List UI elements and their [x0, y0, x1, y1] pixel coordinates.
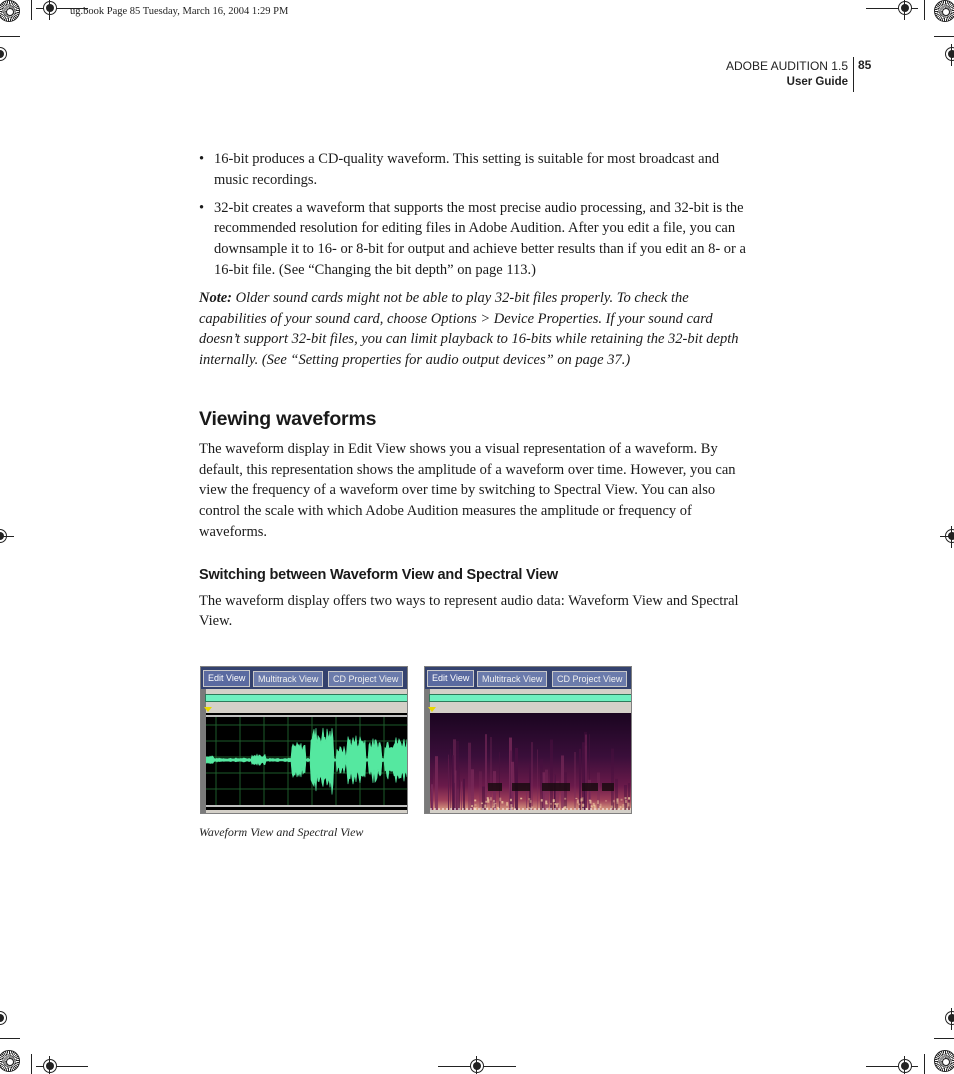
note-paragraph: [199, 288, 755, 371]
crop-mark: [934, 1038, 954, 1039]
waveform-view-screenshot: [200, 666, 408, 814]
tab-multitrack-view[interactable]: Multitrack View: [477, 671, 547, 687]
registration-sunburst-top-right: [934, 0, 954, 22]
registration-target-icon: [898, 1059, 912, 1073]
registration-target-icon: [0, 1011, 7, 1025]
spectral-display[interactable]: [430, 713, 632, 810]
page-number: 85: [858, 58, 872, 72]
header-guide: User Guide: [786, 76, 848, 88]
registration-sunburst-top-left: [0, 0, 20, 22]
subsection-body: The waveform display offers two ways to represent audio data: Waveform View and Spectral View.: [199, 592, 739, 630]
registration-target-icon: [898, 1, 912, 15]
section-heading: Viewing waveforms: [199, 407, 377, 430]
list-item: [199, 149, 755, 191]
bullet-glyph: •: [199, 151, 205, 167]
header-divider: [853, 57, 854, 92]
registration-sunburst-bottom-right: [934, 1050, 954, 1072]
spectral-view-screenshot: [424, 666, 632, 814]
waveform-svg: [206, 713, 408, 810]
view-tab-bar: [425, 667, 631, 689]
running-header: [726, 58, 848, 90]
registration-target-icon: [43, 1059, 57, 1073]
crop-mark: [934, 36, 954, 37]
registration-sunburst-bottom-left: [0, 1050, 20, 1072]
crop-mark: [0, 536, 14, 537]
crop-mark: [940, 536, 954, 537]
registration-target-icon: [470, 1059, 484, 1073]
registration-target-icon: [945, 47, 954, 61]
list-item: [199, 198, 755, 281]
view-tab-bar: [201, 667, 407, 689]
tab-multitrack-view[interactable]: Multitrack View: [253, 671, 323, 687]
spectral-svg: [430, 713, 632, 810]
tab-edit-view[interactable]: Edit View: [427, 670, 474, 687]
main-content: [199, 149, 755, 632]
note-label: Note:: [199, 289, 233, 306]
tab-cd-project-view[interactable]: CD Project View: [328, 671, 403, 687]
header-product: ADOBE AUDITION 1.5: [725, 59, 848, 73]
note-text: Older sound cards might not be able to play 32-bit files properly. To check the capabilities of your sound card, choose Options > Device Properties. If your sound card doesn’t support 32-bit files, you can limit playback to 16-bits while retaining the 32-bit depth internally. (See “Setting properties for audio output devices” on page 37.): [199, 289, 739, 369]
crop-mark: [31, 1054, 32, 1074]
slug-line: ug.book Page 85 Tuesday, March 16, 2004 1:29 PM: [70, 6, 289, 17]
crop-mark: [31, 0, 32, 20]
subsection-heading: Switching between Waveform View and Spectral View: [199, 566, 558, 583]
registration-target-icon: [0, 47, 7, 61]
list-item-text: 32-bit creates a waveform that supports the most precise audio processing, and 32-bit is the recommended resolution for editing files in Adobe Audition. After you edit a file, you can downsample it to 16- or 8-bit for output and achieve better results than if you edit an 8- or a 16-bit file. (See “Changing the bit depth” on page 113.): [214, 199, 746, 278]
section-body: The waveform display in Edit View shows you a visual representation of a waveform. By default, this representation shows the amplitude of a waveform over time. However, you can view the frequency of a waveform over time by switching to Spectral View. You can also control the scale with which Adobe Audition measures the amplitude or frequency of waveforms.: [199, 440, 736, 540]
waveform-display[interactable]: [206, 713, 408, 810]
tab-cd-project-view[interactable]: CD Project View: [552, 671, 627, 687]
playhead-marker-icon[interactable]: [428, 707, 436, 712]
bullet-glyph: •: [199, 199, 205, 216]
figure-caption: Waveform View and Spectral View: [199, 825, 364, 839]
registration-target-icon: [945, 1011, 954, 1025]
crop-mark: [924, 1054, 925, 1074]
crop-mark: [924, 0, 925, 20]
tab-edit-view[interactable]: Edit View: [203, 670, 250, 687]
crop-mark: [0, 1038, 20, 1039]
timeline-ruler[interactable]: [205, 694, 408, 702]
playhead-marker-icon[interactable]: [204, 707, 212, 712]
crop-mark: [0, 36, 20, 37]
registration-target-icon: [43, 1, 57, 15]
timeline-ruler[interactable]: [429, 694, 632, 702]
list-item-text: 16-bit produces a CD-quality waveform. This setting is suitable for most broadcast and music recordings.: [214, 151, 720, 188]
